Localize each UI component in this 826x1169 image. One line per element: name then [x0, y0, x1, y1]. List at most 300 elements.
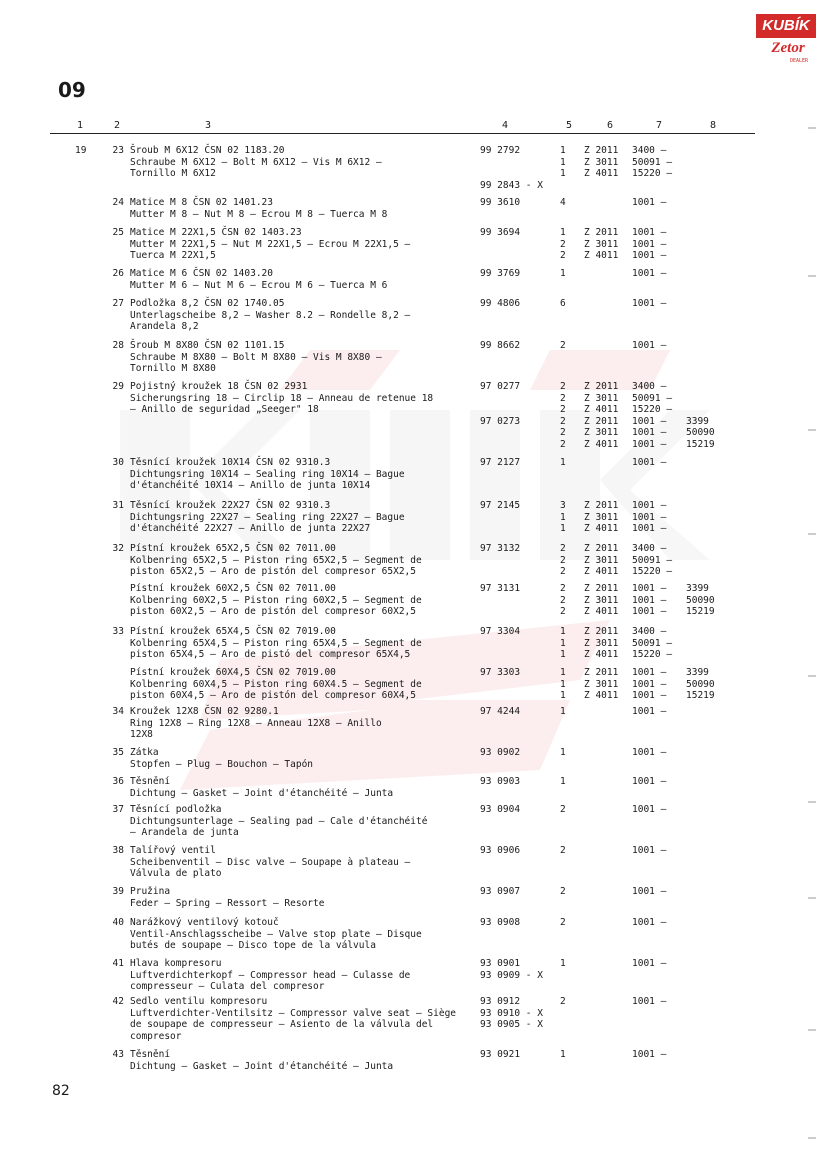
row-catalogue-number-line	[480, 393, 550, 405]
row-description-line: Pojistný kroužek 18 ČSN 02 2931	[130, 381, 308, 392]
row-description	[130, 626, 465, 661]
row-model-line: Z 3011	[584, 554, 619, 566]
row-serial-from-line: 1001 —	[632, 690, 667, 701]
row-model-line: Z 2011	[584, 583, 619, 594]
row-serial-from-line: 1001 —	[632, 250, 667, 261]
logo-brand: KUBÍK	[756, 14, 816, 38]
row-position: 27	[112, 298, 124, 309]
row-serial-to	[686, 583, 728, 618]
row-serial-from-line: 1001 —	[632, 238, 667, 250]
row-description-line: — Anillo de seguridad „Seeger" 18	[130, 404, 319, 415]
row-serial-from-line: 1001 —	[632, 804, 667, 815]
row-serial-from-line: 3400 —	[632, 543, 667, 554]
row-catalogue-number-line: 99 3694	[480, 227, 521, 238]
row-model-line: Z 4011	[584, 438, 619, 450]
column-header-6: 6	[607, 120, 614, 131]
row-model-line: Z 2011	[584, 227, 619, 238]
row-description-line: 12X8	[130, 729, 153, 740]
row-model-line: Z 3011	[584, 678, 619, 690]
group-number: 19	[75, 145, 87, 156]
row-quantity	[560, 1049, 576, 1061]
row-serial-from	[632, 583, 692, 618]
row-serial-from-line: 3400 —	[632, 145, 667, 156]
row-quantity-line: 2	[560, 583, 566, 594]
row-position: 41	[112, 958, 124, 969]
row-position: 31	[112, 500, 124, 511]
row-serial-from	[632, 706, 692, 718]
row-catalogue-number-line: 93 0902	[480, 747, 521, 758]
row-serial-to-line	[686, 381, 728, 393]
row-serial-from	[632, 268, 692, 280]
row-serial-from-line: 1001 —	[632, 298, 667, 309]
row-serial-from-line: 1001 —	[632, 583, 667, 594]
row-description-line: Schraube M 8X80 — Bolt M 8X80 — Vis M 8X80 —	[130, 351, 382, 363]
row-quantity-line: 1	[560, 511, 566, 523]
row-quantity	[560, 706, 576, 718]
row-catalogue-number-line: 97 3131	[480, 583, 521, 594]
row-serial-from-line: 15220 —	[632, 566, 673, 577]
row-quantity-line: 1	[560, 457, 566, 468]
row-description-line: compresor	[130, 1030, 182, 1042]
row-description-line: Pístní kroužek 65X2,5 ČSN 02 7011.00	[130, 543, 336, 554]
row-serial-from	[632, 500, 692, 535]
row-catalogue-number-line: 93 0901	[480, 958, 521, 969]
row-catalogue-number	[480, 500, 550, 512]
row-description-line: Matice M 22X1,5 ČSN 02 1403.23	[130, 227, 302, 238]
row-serial-from-line: 15220 —	[632, 404, 673, 415]
row-quantity-line: 2	[560, 996, 566, 1007]
row-quantity-line: 2	[560, 594, 566, 606]
row-quantity-line: 2	[560, 427, 566, 438]
row-quantity-line: 1	[560, 667, 566, 678]
row-catalogue-number	[480, 298, 550, 310]
row-description-line: Těsnění	[130, 776, 171, 787]
row-serial-from	[632, 298, 692, 310]
row-catalogue-number-line: 99 3769	[480, 268, 521, 279]
row-quantity-line: 3	[560, 500, 566, 511]
row-catalogue-number-line: 99 4806	[480, 298, 521, 309]
row-quantity-line: 1	[560, 958, 566, 969]
row-quantity-line: 1	[560, 523, 566, 534]
row-description-line: piston 60X4,5 — Aro de pistón del compresor 60X4,5	[130, 690, 416, 701]
row-model-line: Z 4011	[584, 606, 619, 617]
row-description-line: piston 65X2,5 — Aro de pistón del compresor 65X2,5	[130, 566, 416, 577]
row-serial-to-line	[686, 404, 728, 416]
row-description-line: d'étanchéité 22X27 — Anillo de junta 22X27	[130, 523, 371, 534]
row-quantity-line: 2	[560, 340, 566, 351]
row-serial-to-line: 3399	[686, 667, 709, 678]
row-description-line: Talířový ventil	[130, 845, 216, 856]
row-description	[130, 996, 465, 1042]
row-position: 40	[112, 917, 124, 928]
row-description-line: Šroub M 6X12 ČSN 02 1183.20	[130, 145, 285, 156]
row-quantity-line: 2	[560, 404, 566, 415]
row-quantity	[560, 298, 576, 310]
row-catalogue-number	[480, 996, 550, 1031]
row-serial-from-line: 3400 —	[632, 626, 667, 637]
row-quantity-line: 1	[560, 156, 566, 168]
row-serial-from-line: 1001 —	[632, 958, 667, 969]
row-description-line: piston 60X2,5 — Aro de pistón del compresor 60X2,5	[130, 606, 416, 617]
row-catalogue-number-line: 97 3304	[480, 626, 521, 637]
logo-tiny: DEALER	[790, 58, 809, 64]
row-quantity	[560, 268, 576, 280]
row-quantity	[560, 197, 576, 209]
row-serial-from	[632, 145, 692, 180]
row-model	[584, 583, 626, 618]
column-header-3: 3	[205, 120, 212, 131]
row-model-line: Z 3011	[584, 427, 619, 438]
row-serial-from-line: 50091 —	[632, 637, 673, 649]
row-model-line: Z 2011	[584, 667, 619, 678]
row-serial-from	[632, 197, 692, 209]
row-description-line: Těsnění	[130, 1049, 171, 1060]
row-description-line: Šroub M 8X80 ČSN 02 1101.15	[130, 340, 285, 351]
row-serial-from	[632, 845, 692, 857]
row-description	[130, 845, 465, 880]
row-description-line: Pístní kroužek 65X4,5 ČSN 02 7019.00	[130, 626, 336, 637]
row-catalogue-number	[480, 1049, 550, 1061]
row-catalogue-number	[480, 747, 550, 759]
row-position: 35	[112, 747, 124, 758]
row-quantity-line: 2	[560, 886, 566, 897]
row-model-line: Z 4011	[584, 523, 619, 534]
row-catalogue-number-line: 97 3303	[480, 667, 521, 678]
row-catalogue-number	[480, 543, 550, 555]
row-description-line: Hlava kompresoru	[130, 958, 222, 969]
row-position: 43	[112, 1049, 124, 1060]
row-description-line: Těsnící kroužek 22X27 ČSN 02 9310.3	[130, 500, 331, 511]
row-serial-from	[632, 667, 692, 702]
row-quantity	[560, 626, 576, 661]
row-description-line: Pružina	[130, 886, 171, 897]
row-description-line: Schraube M 6X12 — Bolt M 6X12 — Vis M 6X12 —	[130, 156, 382, 168]
row-description	[130, 227, 465, 262]
row-catalogue-number-line: 99 8662	[480, 340, 521, 351]
row-description	[130, 776, 465, 799]
row-position: 36	[112, 776, 124, 787]
row-model	[584, 626, 626, 661]
row-serial-to-line: 50090	[686, 678, 715, 690]
row-description-line: butés de soupape — Disco tope de la válvula	[130, 940, 376, 951]
row-model	[584, 145, 626, 180]
row-serial-from-line: 1001 —	[632, 1049, 667, 1060]
row-description	[130, 298, 465, 333]
row-model-line: Z 4011	[584, 690, 619, 701]
row-serial-to-line: 15219	[686, 690, 715, 701]
row-catalogue-number-line: 93 0910 - X	[480, 1007, 543, 1019]
row-catalogue-number-line: 99 2843 - X	[480, 179, 543, 191]
column-header-5: 5	[566, 120, 573, 131]
row-description-line: Zátka	[130, 747, 159, 758]
row-serial-from	[632, 543, 692, 578]
row-catalogue-number	[480, 845, 550, 857]
row-quantity	[560, 227, 576, 262]
row-description	[130, 268, 465, 291]
row-description-line: Tuerca M 22X1,5	[130, 250, 216, 261]
row-description-line: Kolbenring 65X4,5 — Piston ring 65X4,5 — Segment de	[130, 637, 422, 649]
row-quantity-line: 2	[560, 415, 566, 427]
row-catalogue-number	[480, 145, 550, 191]
row-position: 32	[112, 543, 124, 554]
row-description-line: Tornillo M 8X80	[130, 363, 216, 374]
row-description-line: Podložka 8,2 ČSN 02 1740.05	[130, 298, 285, 309]
row-description	[130, 583, 465, 618]
row-serial-from-line: 50091 —	[632, 156, 673, 168]
row-description	[130, 500, 465, 535]
row-serial-from-line: 1001 —	[632, 706, 667, 717]
row-model	[584, 543, 626, 578]
row-catalogue-number-line	[480, 168, 550, 180]
row-catalogue-number	[480, 340, 550, 352]
row-model-line: Z 3011	[584, 156, 619, 168]
row-catalogue-number	[480, 706, 550, 718]
row-description-line: Ring 12X8 — Ring 12X8 — Anneau 12X8 — Anillo	[130, 717, 382, 729]
row-model-line: Z 3011	[584, 637, 619, 649]
row-quantity	[560, 145, 576, 180]
row-position: 23	[112, 145, 124, 156]
row-quantity	[560, 917, 576, 929]
row-serial-from	[632, 457, 692, 469]
row-catalogue-number-line: 93 0909 - X	[480, 969, 543, 981]
row-quantity-line: 2	[560, 543, 566, 554]
row-description-line: Unterlagscheibe 8,2 — Washer 8.2 — Rondelle 8,2 —	[130, 309, 411, 321]
row-description	[130, 747, 465, 770]
row-description	[130, 457, 465, 492]
row-model	[584, 227, 626, 262]
row-catalogue-number-line: 97 0273	[480, 415, 521, 427]
scan-edge-marks	[806, 0, 818, 1169]
row-catalogue-number	[480, 381, 550, 427]
row-catalogue-number-line: 97 3132	[480, 543, 521, 554]
row-description-line: compresseur — Culata del compresor	[130, 981, 325, 992]
row-model	[584, 381, 626, 450]
row-serial-from-line: 1001 —	[632, 667, 667, 678]
row-quantity-line: 1	[560, 227, 566, 238]
row-serial-from	[632, 626, 692, 661]
row-quantity	[560, 543, 576, 578]
column-header-8: 8	[710, 120, 717, 131]
row-catalogue-number-line: 93 0908	[480, 917, 521, 928]
row-position: 26	[112, 268, 124, 279]
row-serial-from-line: 1001 —	[632, 227, 667, 238]
row-quantity-line: 2	[560, 606, 566, 617]
row-catalogue-number	[480, 917, 550, 929]
row-serial-from	[632, 227, 692, 262]
row-quantity-line: 2	[560, 917, 566, 928]
row-description-line: Kroužek 12X8 ČSN 02 9280.1	[130, 706, 279, 717]
row-quantity	[560, 804, 576, 816]
row-model-line: Z 3011	[584, 511, 619, 523]
row-model-line: Z 2011	[584, 500, 619, 511]
row-description-line: — Arandela de junta	[130, 827, 239, 838]
row-position: 34	[112, 706, 124, 717]
column-header-4: 4	[502, 120, 509, 131]
row-description	[130, 917, 465, 952]
row-quantity-line: 1	[560, 649, 566, 660]
row-quantity-line: 2	[560, 554, 566, 566]
row-model-line: Z 3011	[584, 238, 619, 250]
row-serial-to-line: 15219	[686, 606, 715, 617]
row-serial-from	[632, 747, 692, 759]
row-serial-from	[632, 1049, 692, 1061]
row-catalogue-number-line	[480, 404, 550, 416]
row-quantity	[560, 583, 576, 618]
row-description	[130, 197, 465, 220]
row-description	[130, 886, 465, 909]
row-quantity	[560, 457, 576, 469]
row-serial-from-line: 1001 —	[632, 415, 667, 427]
row-serial-from-line: 1001 —	[632, 845, 667, 856]
row-catalogue-number-line: 93 0906	[480, 845, 521, 856]
row-catalogue-number-line	[480, 157, 550, 169]
row-quantity	[560, 776, 576, 788]
row-serial-from	[632, 340, 692, 352]
row-quantity-line: 2	[560, 381, 566, 392]
row-catalogue-number-line: 93 0921	[480, 1049, 521, 1060]
row-serial-from-line: 1001 —	[632, 500, 667, 511]
row-model-line: Z 2011	[584, 145, 619, 156]
row-quantity	[560, 340, 576, 352]
row-serial-to	[686, 667, 728, 702]
row-description-line: Luftverdichterkopf — Compressor head — Culasse de	[130, 969, 411, 981]
row-serial-from-line: 1001 —	[632, 678, 667, 690]
row-catalogue-number-line: 93 0905 - X	[480, 1019, 543, 1030]
row-description	[130, 667, 465, 702]
row-model-line: Z 3011	[584, 392, 619, 404]
row-model-line: Z 2011	[584, 415, 619, 427]
row-model-line: Z 3011	[584, 594, 619, 606]
row-serial-to-line: 50090	[686, 594, 715, 606]
row-description-line: Scheibenventil — Disc valve — Soupape à plateau —	[130, 856, 411, 868]
row-position: 24	[112, 197, 124, 208]
row-catalogue-number-line: 99 3610	[480, 197, 521, 208]
row-serial-from	[632, 776, 692, 788]
row-catalogue-number-line: 93 0912	[480, 996, 521, 1007]
row-quantity-line: 1	[560, 747, 566, 758]
row-catalogue-number-line: 99 2792	[480, 145, 521, 156]
row-quantity	[560, 747, 576, 759]
row-quantity	[560, 667, 576, 702]
row-quantity-line: 1	[560, 1049, 566, 1060]
row-serial-to-line: 3399	[686, 415, 709, 427]
row-position: 38	[112, 845, 124, 856]
row-description-line: Dichtungsring 22X27 — Sealing ring 22X27 — Bague	[130, 511, 405, 523]
row-position: 39	[112, 886, 124, 897]
row-quantity-line: 1	[560, 706, 566, 717]
row-description	[130, 543, 465, 578]
row-serial-from-line: 1001 —	[632, 996, 667, 1007]
row-description-line: Matice M 8 ČSN 02 1401.23	[130, 197, 273, 208]
row-quantity-line: 2	[560, 845, 566, 856]
row-position: 30	[112, 457, 124, 468]
row-catalogue-number	[480, 626, 550, 638]
row-description-line: Těsnící kroužek 10X14 ČSN 02 9310.3	[130, 457, 331, 468]
row-serial-from-line: 1001 —	[632, 511, 667, 523]
row-description	[130, 145, 465, 180]
row-quantity-line: 1	[560, 145, 566, 156]
row-description-line: Ventil-Anschlagsscheibe — Valve stop plate — Disque	[130, 928, 422, 940]
row-description-line: Feder — Spring — Ressort — Resorte	[130, 897, 325, 909]
row-description-line: Dichtungsunterlage — Sealing pad — Cale d'étanchéité	[130, 815, 428, 827]
row-quantity-line: 1	[560, 678, 566, 690]
row-description-line: d'étanchéité 10X14 — Anillo de junta 10X14	[130, 480, 371, 491]
row-description-line: Tornillo M 6X12	[130, 168, 216, 179]
row-serial-from-line: 50091 —	[632, 392, 673, 404]
row-catalogue-number-line: 97 0277	[480, 381, 521, 392]
row-description-line: Mutter M 22X1,5 — Nut M 22X1,5 — Ecrou M 22X1,5 —	[130, 238, 411, 250]
row-model-line: Z 4011	[584, 566, 619, 577]
row-quantity-line: 2	[560, 250, 566, 261]
row-description-line: Pístní kroužek 60X4,5 ČSN 02 7019.00	[130, 667, 336, 678]
row-quantity-line: 1	[560, 168, 566, 179]
row-serial-to-line: 50090	[686, 427, 715, 438]
row-serial-from-line: 1001 —	[632, 776, 667, 787]
row-description-line: Dichtung — Gasket — Joint d'étanchéité — Junta	[130, 1060, 394, 1072]
row-model-line: Z 4011	[584, 404, 619, 415]
row-quantity	[560, 958, 576, 970]
row-quantity	[560, 845, 576, 857]
row-description-line: Válvula de plato	[130, 868, 222, 879]
row-description-line: Kolbenring 65X2,5 — Piston ring 65X2,5 — Segment de	[130, 554, 422, 566]
row-description-line: piston 65X4,5 — Aro de pistó del compresor 65X4,5	[130, 649, 411, 660]
row-quantity-line: 1	[560, 637, 566, 649]
row-position: 25	[112, 227, 124, 238]
row-description-line: Mutter M 8 — Nut M 8 — Ecrou M 8 — Tuerca M 8	[130, 208, 388, 220]
row-description-line: Sedlo ventilu kompresoru	[130, 996, 268, 1007]
row-catalogue-number-line: 97 4244	[480, 706, 521, 717]
row-description-line: Těsnící podložka	[130, 804, 222, 815]
row-serial-from	[632, 886, 692, 898]
row-quantity-line: 2	[560, 392, 566, 404]
row-model-line: Z 2011	[584, 381, 619, 392]
row-catalogue-number	[480, 958, 550, 981]
row-description-line: Kolbenring 60X2,5 — Piston ring 60X2,5 — Segment de	[130, 594, 422, 606]
row-description-line: Arandela 8,2	[130, 321, 199, 332]
row-position: 42	[112, 996, 124, 1007]
row-position: 29	[112, 381, 124, 392]
row-description	[130, 340, 465, 375]
row-serial-from-line: 15220 —	[632, 168, 673, 179]
row-quantity-line: 2	[560, 238, 566, 250]
row-serial-from-line: 1001 —	[632, 197, 667, 208]
row-description-line: Dichtung — Gasket — Joint d'étanchéité — Junta	[130, 787, 394, 799]
row-description-line: Kolbenring 60X4,5 — Piston ring 60X4.5 — Segment de	[130, 678, 422, 690]
row-model-line: Z 4011	[584, 649, 619, 660]
row-description	[130, 958, 465, 993]
row-quantity	[560, 500, 576, 535]
row-serial-from-line: 1001 —	[632, 438, 667, 450]
row-quantity-line: 6	[560, 298, 566, 309]
row-catalogue-number	[480, 457, 550, 469]
row-description	[130, 381, 465, 416]
logo-sub: Zetor	[771, 40, 805, 56]
row-serial-from-line: 1001 —	[632, 594, 667, 606]
row-quantity-line: 1	[560, 776, 566, 787]
row-serial-from-line: 3400 —	[632, 381, 667, 392]
row-description-line: Sicherungsring 18 — Circlip 18 — Anneau de retenue 18	[130, 392, 434, 404]
row-description	[130, 804, 465, 839]
row-serial-from	[632, 996, 692, 1008]
column-header-1: 1	[77, 120, 84, 131]
row-model-line: Z 2011	[584, 626, 619, 637]
row-serial-from	[632, 804, 692, 816]
row-catalogue-number-line: 97 2127	[480, 457, 521, 468]
row-catalogue-number	[480, 667, 550, 679]
row-serial-from	[632, 381, 692, 450]
row-serial-from-line: 1001 —	[632, 606, 667, 617]
row-catalogue-number	[480, 268, 550, 280]
